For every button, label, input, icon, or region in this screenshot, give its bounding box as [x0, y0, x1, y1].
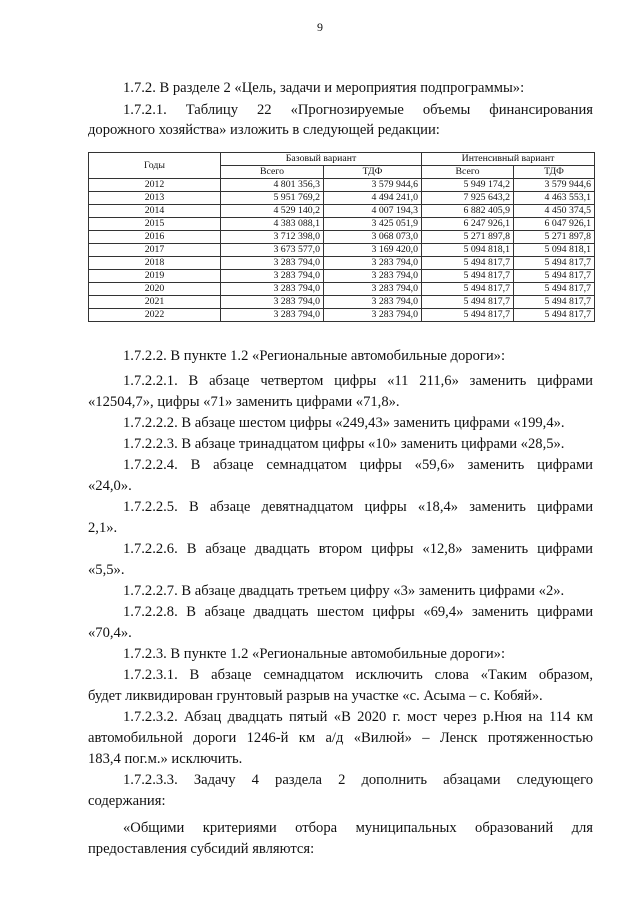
base-total-cell: 4 529 140,2 [221, 205, 324, 218]
paragraph: «5,5». [88, 562, 125, 578]
table-row [89, 296, 595, 309]
header-base-total: Всего [221, 166, 324, 179]
table-row [89, 205, 595, 218]
base-total-cell: 3 712 398,0 [221, 231, 324, 244]
paragraph: «Общими критериями отбора муниципальных образований для [123, 820, 593, 836]
base-tdf-cell: 4 007 194,3 [324, 205, 422, 218]
year-cell: 2013 [89, 192, 221, 205]
paragraph: 1.7.2.2.2. В абзаце шестом цифры «249,43» заменить цифрами «199,4». [123, 415, 565, 431]
intensive-tdf-cell: 5 094 818,1 [514, 244, 595, 257]
intensive-total-cell: 5 494 817,7 [422, 283, 514, 296]
year-cell: 2021 [89, 296, 221, 309]
base-total-cell: 3 673 577,0 [221, 244, 324, 257]
header-intensive-variant: Интенсивный вариант [422, 153, 595, 166]
table-row [89, 283, 595, 296]
base-tdf-cell: 3 068 073,0 [324, 231, 422, 244]
intensive-tdf-cell: 4 463 553,1 [514, 192, 595, 205]
base-total-cell: 3 283 794,0 [221, 257, 324, 270]
header-intensive-tdf: ТДФ [514, 166, 595, 179]
base-tdf-cell: 3 579 944,6 [324, 179, 422, 192]
table-row [89, 192, 595, 205]
base-tdf-cell: 3 283 794,0 [324, 257, 422, 270]
year-cell: 2012 [89, 179, 221, 192]
base-tdf-cell: 3 169 420,0 [324, 244, 422, 257]
base-tdf-cell: 3 283 794,0 [324, 309, 422, 322]
year-cell: 2016 [89, 231, 221, 244]
intensive-tdf-cell: 5 494 817,7 [514, 296, 595, 309]
paragraph: 1.7.2.1. Таблицу 22 «Прогнозируемые объемы финансирования [123, 102, 593, 118]
base-total-cell: 4 801 356,3 [221, 179, 324, 192]
paragraph: 1.7.2.3. В пункте 1.2 «Региональные автомобильные дороги»: [123, 646, 506, 662]
intensive-tdf-cell: 5 494 817,7 [514, 257, 595, 270]
intensive-total-cell: 5 494 817,7 [422, 296, 514, 309]
intensive-tdf-cell: 5 494 817,7 [514, 270, 595, 283]
intensive-total-cell: 5 094 818,1 [422, 244, 514, 257]
year-cell: 2019 [89, 270, 221, 283]
base-total-cell: 3 283 794,0 [221, 296, 324, 309]
header-years: Годы [89, 153, 221, 179]
paragraph: 1.7.2.2.7. В абзаце двадцать третьем цифру «3» заменить цифрами «2». [123, 583, 565, 599]
base-total-cell: 3 283 794,0 [221, 270, 324, 283]
intensive-tdf-cell: 5 494 817,7 [514, 283, 595, 296]
paragraph: будет ликвидирован грунтовый разрыв на участке «с. Асыма – с. Кобяй». [88, 688, 543, 704]
paragraph: 1.7.2.2.8. В абзаце двадцать шестом цифры «69,4» заменить цифрами [123, 604, 593, 620]
paragraph: 1.7.2.3.2. Абзац двадцать пятый «В 2020 г. мост через р.Нюя на 114 км [123, 709, 593, 725]
year-cell: 2015 [89, 218, 221, 231]
table-row [89, 179, 595, 192]
year-cell: 2020 [89, 283, 221, 296]
intensive-tdf-cell: 4 450 374,5 [514, 205, 595, 218]
paragraph: дорожного хозяйства» изложить в следующей редакции: [88, 122, 440, 138]
base-total-cell: 4 383 088,1 [221, 218, 324, 231]
year-cell: 2018 [89, 257, 221, 270]
base-tdf-cell: 3 425 051,9 [324, 218, 422, 231]
intensive-total-cell: 5 494 817,7 [422, 309, 514, 322]
intensive-total-cell: 6 882 405,9 [422, 205, 514, 218]
header-base-variant: Базовый вариант [221, 153, 422, 166]
table-row [89, 309, 595, 322]
intensive-tdf-cell: 5 494 817,7 [514, 309, 595, 322]
intensive-tdf-cell: 6 047 926,1 [514, 218, 595, 231]
header-base-tdf: ТДФ [324, 166, 422, 179]
page-number: 9 [317, 20, 323, 34]
paragraph: 1.7.2.2.6. В абзаце двадцать втором цифры «12,8» заменить цифрами [123, 541, 593, 557]
year-cell: 2014 [89, 205, 221, 218]
paragraph: предоставления субсидий являются: [88, 841, 315, 857]
base-total-cell: 5 951 769,2 [221, 192, 324, 205]
paragraph: 2,1». [88, 520, 118, 536]
paragraph: «12504,7», цифры «71» заменить цифрами «71,8». [88, 394, 400, 410]
paragraph: 1.7.2.3.1. В абзаце семнадцатом исключить слова «Таким образом, [123, 667, 593, 683]
base-tdf-cell: 4 494 241,0 [324, 192, 422, 205]
base-total-cell: 3 283 794,0 [221, 309, 324, 322]
table-row [89, 231, 595, 244]
paragraph: 1.7.2.2. В пункте 1.2 «Региональные автомобильные дороги»: [123, 348, 506, 364]
paragraph: 1.7.2.2.3. В абзаце тринадцатом цифры «10» заменить цифрами «28,5». [123, 436, 565, 452]
intensive-total-cell: 5 271 897,8 [422, 231, 514, 244]
intensive-total-cell: 5 949 174,2 [422, 179, 514, 192]
base-tdf-cell: 3 283 794,0 [324, 296, 422, 309]
paragraph: «70,4». [88, 625, 132, 641]
base-tdf-cell: 3 283 794,0 [324, 283, 422, 296]
financing-table [88, 152, 595, 322]
table-row [89, 218, 595, 231]
table-row [89, 270, 595, 283]
intensive-tdf-cell: 3 579 944,6 [514, 179, 595, 192]
paragraph: 183,4 пог.м.» исключить. [88, 751, 243, 767]
intensive-total-cell: 5 494 817,7 [422, 257, 514, 270]
intensive-total-cell: 7 925 643,2 [422, 192, 514, 205]
paragraph: 1.7.2.2.4. В абзаце семнадцатом цифры «59,6» заменить цифрами [123, 457, 593, 473]
base-tdf-cell: 3 283 794,0 [324, 270, 422, 283]
year-cell: 2017 [89, 244, 221, 257]
table-row [89, 257, 595, 270]
paragraph: автомобильной дороги 1246-й км а/д «Вилюй» – Ленск протяженностью [88, 730, 593, 746]
paragraph: 1.7.2. В разделе 2 «Цель, задачи и мероприятия подпрограммы»: [123, 80, 525, 96]
paragraph: содержания: [88, 793, 166, 809]
intensive-total-cell: 6 247 926,1 [422, 218, 514, 231]
intensive-total-cell: 5 494 817,7 [422, 270, 514, 283]
intensive-tdf-cell: 5 271 897,8 [514, 231, 595, 244]
paragraph: 1.7.2.3.3. Задачу 4 раздела 2 дополнить абзацами следующего [123, 772, 593, 788]
table-row [89, 244, 595, 257]
base-total-cell: 3 283 794,0 [221, 283, 324, 296]
year-cell: 2022 [89, 309, 221, 322]
header-intensive-total: Всего [422, 166, 514, 179]
paragraph: «24,0». [88, 478, 132, 494]
paragraph: 1.7.2.2.1. В абзаце четвертом цифры «11 211,6» заменить цифрами [123, 373, 593, 389]
paragraph: 1.7.2.2.5. В абзаце девятнадцатом цифры «18,4» заменить цифрами [123, 499, 593, 515]
